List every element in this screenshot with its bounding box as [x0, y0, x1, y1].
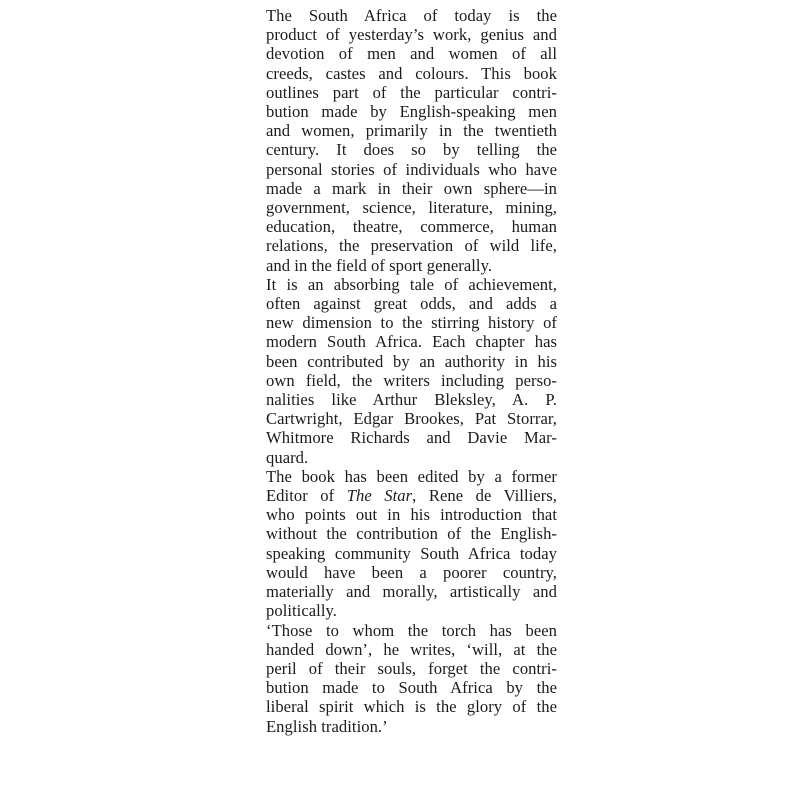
text-line: often against great odds, and adds a — [266, 294, 557, 314]
text-line: and women, primarily in the twentieth — [266, 121, 557, 141]
text-line: bution made to South Africa by the — [266, 678, 557, 698]
text-line-with-title — [244, 486, 557, 505]
text-line: education, theatre, commerce, human — [266, 217, 557, 237]
text-line: quard. — [266, 447, 309, 467]
text-line: new dimension to the stirring history of — [266, 313, 557, 333]
text-line: been contributed by an authority in his — [266, 351, 557, 371]
text-line: modern South Africa. Each chapter has — [266, 332, 557, 352]
text-line: devotion of men and women of all — [266, 44, 557, 64]
blurb-text-column — [244, 6, 557, 736]
text-line: outlines part of the particular contri- — [266, 82, 557, 102]
text-segment: Editor of — [266, 486, 347, 506]
text-line: The book has been edited by a former — [266, 466, 557, 486]
text-line: nalities like Arthur Bleksley, A. P. — [266, 390, 557, 410]
paragraph-1 — [244, 6, 557, 275]
text-line: materially and morally, artistically and — [266, 582, 557, 602]
text-line: politically. — [266, 601, 337, 621]
text-line: creeds, castes and colours. This book — [266, 63, 557, 83]
text-line: It is an absorbing tale of achievement, — [266, 274, 557, 294]
text-line: Cartwright, Edgar Brookes, Pat Storrar, — [266, 409, 557, 429]
text-line: product of yesterday’s work, genius and — [266, 25, 557, 45]
text-line: handed down’, he writes, ‘will, at the — [266, 639, 557, 659]
paragraph-4 — [244, 621, 557, 736]
text-line: bution made by English-speaking men — [266, 102, 557, 122]
text-line: liberal spirit which is the glory of the — [266, 697, 557, 717]
text-line: century. It does so by telling the — [266, 140, 557, 160]
text-segment: , Rene de Villiers, — [412, 486, 557, 506]
text-line: English tradition.’ — [266, 716, 388, 736]
paragraph-3 — [244, 467, 557, 621]
text-line: peril of their souls, forget the contri- — [266, 658, 557, 678]
text-line: without the contribution of the English- — [266, 524, 557, 544]
text-line: and in the field of sport generally. — [266, 255, 493, 275]
text-line: The South Africa of today is the — [266, 6, 557, 25]
text-line: own field, the writers including perso- — [266, 370, 557, 390]
paragraph-2 — [244, 275, 557, 467]
text-line: who points out in his introduction that — [266, 505, 557, 525]
text-line: relations, the preservation of wild life, — [266, 236, 557, 256]
text-line: Whitmore Richards and Davie Mar- — [266, 428, 557, 448]
text-line: ‘Those to whom the torch has been — [266, 620, 557, 640]
newspaper-title: The Star — [346, 486, 413, 506]
text-line: personal stories of individuals who have — [266, 159, 557, 179]
text-line: government, science, literature, mining, — [266, 198, 557, 218]
text-line: would have been a poorer country, — [266, 562, 557, 582]
text-line: made a mark in their own sphere—in — [266, 178, 557, 198]
text-line: speaking community South Africa today — [266, 543, 557, 563]
